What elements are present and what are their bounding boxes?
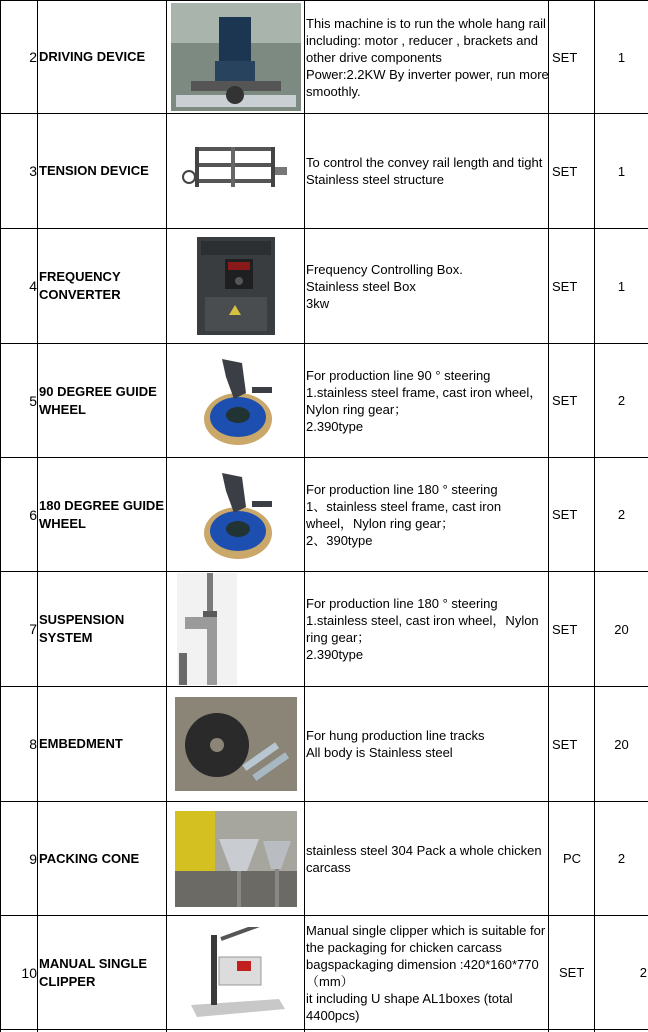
description-line: For production line 90 ° steering	[306, 367, 491, 383]
item-quantity: 1	[617, 163, 626, 179]
table-row	[0, 1, 648, 113]
item-unit: SET	[552, 163, 578, 179]
description-line: 2.390type	[306, 418, 364, 434]
item-description	[305, 114, 549, 228]
item-quantity: 2	[617, 507, 626, 522]
item-unit: SET	[552, 393, 578, 408]
description-line: For hung production line tracks	[306, 728, 485, 743]
item-number: 10	[21, 964, 37, 981]
item-name: SUSPENSION SYSTEM	[39, 612, 125, 645]
description-line: stainless steel 304 Pack a whole chicken carcass	[306, 842, 542, 875]
manual-clipper-photo	[167, 916, 305, 1029]
guide-wheel-photo	[167, 458, 305, 571]
driving-motor-photo	[167, 1, 305, 113]
item-description	[305, 802, 549, 915]
description-line: Frequency Controlling Box.	[306, 261, 463, 277]
item-number: 6	[29, 506, 37, 523]
description-line: This machine is to run the whole hang rail	[306, 15, 546, 31]
item-name: DRIVING DEVICE	[39, 49, 146, 64]
description-line: All body is Stainless steel	[306, 745, 453, 760]
item-name: MANUAL SINGLE CLIPPER	[39, 955, 148, 989]
item-description	[305, 572, 549, 686]
item-description	[305, 916, 549, 1029]
item-unit: SET	[552, 736, 578, 752]
item-quantity: 2	[639, 965, 647, 980]
item-number: 4	[29, 278, 37, 294]
item-name: PACKING CONE	[39, 850, 140, 866]
description-line: 3kw	[306, 295, 330, 311]
item-unit: SET	[552, 507, 578, 522]
tension-frame-photo	[167, 114, 305, 228]
description-line: 2、390type	[306, 532, 373, 548]
table-row	[0, 572, 648, 686]
item-number: 8	[29, 736, 37, 752]
item-number: 5	[29, 392, 37, 409]
embedment-bolts-photo	[167, 687, 305, 801]
item-description	[305, 344, 549, 457]
item-description	[305, 229, 549, 343]
inverter-box-photo	[167, 229, 305, 343]
description-line: Stainless steel structure	[306, 172, 445, 187]
table-row	[0, 687, 648, 801]
description-line: For production line 180 ° steering	[306, 596, 498, 611]
item-name: EMBEDMENT	[39, 736, 123, 751]
description-line: 1.stainless steel, cast iron wheel，Nylon ring gear；	[306, 613, 539, 645]
item-unit: PC	[563, 851, 582, 866]
description-line: including: motor , reducer , brackets and other drive components	[306, 32, 538, 65]
table-row	[0, 114, 648, 228]
item-quantity: 1	[617, 49, 626, 65]
description-line: 1、stainless steel frame, cast iron wheel，Nylon ring gear；	[306, 498, 502, 531]
item-number: 3	[29, 163, 37, 179]
item-unit: SET	[552, 278, 578, 294]
description-line: For production line 180 ° steering	[306, 481, 498, 497]
suspension-rod-photo	[167, 572, 305, 686]
description-line: 1.stainless steel frame, cast iron wheel，Nylon ring gear；	[306, 384, 543, 417]
description-line: Stainless steel Box	[306, 278, 416, 294]
table-row	[0, 916, 648, 1029]
item-description	[305, 687, 549, 801]
item-number: 9	[29, 850, 37, 867]
description-line: 2.390type	[306, 647, 364, 662]
description-line: Power:2.2KW By inverter power, run more smoothly.	[306, 66, 549, 99]
item-quantity: 20	[614, 621, 629, 637]
table-row	[0, 344, 648, 457]
table-row	[0, 229, 648, 343]
item-name: 90 DEGREE GUIDE WHEEL	[39, 383, 157, 417]
item-description	[305, 1, 549, 113]
item-name: TENSION DEVICE	[39, 163, 149, 178]
item-quantity: 1	[617, 278, 626, 294]
guide-wheel-photo	[167, 344, 305, 457]
table-row	[0, 458, 648, 571]
item-description	[305, 458, 549, 571]
table-row	[0, 802, 648, 915]
item-name: 180 DEGREE GUIDE WHEEL	[39, 497, 164, 531]
description-line: Manual single clipper which is suitable for the packaging for chicken carcass bagspackaging dimension :420*160*770（mm）	[306, 922, 546, 989]
item-number: 7	[29, 621, 37, 637]
item-quantity: 2	[617, 393, 626, 408]
item-quantity: 20	[614, 736, 629, 752]
item-unit: SET	[552, 49, 578, 65]
table-border	[0, 1029, 648, 1030]
item-unit: SET	[559, 965, 585, 980]
item-number: 2	[29, 49, 37, 65]
description-line: it including U shape AL1boxes (total 4400pcs)	[306, 990, 513, 1023]
item-unit: SET	[552, 621, 578, 637]
item-quantity: 2	[617, 851, 626, 866]
item-name: FREQUENCY CONVERTER	[39, 269, 121, 302]
description-line: To control the convey rail length and tight	[306, 155, 543, 170]
packing-cone-photo	[167, 802, 305, 915]
